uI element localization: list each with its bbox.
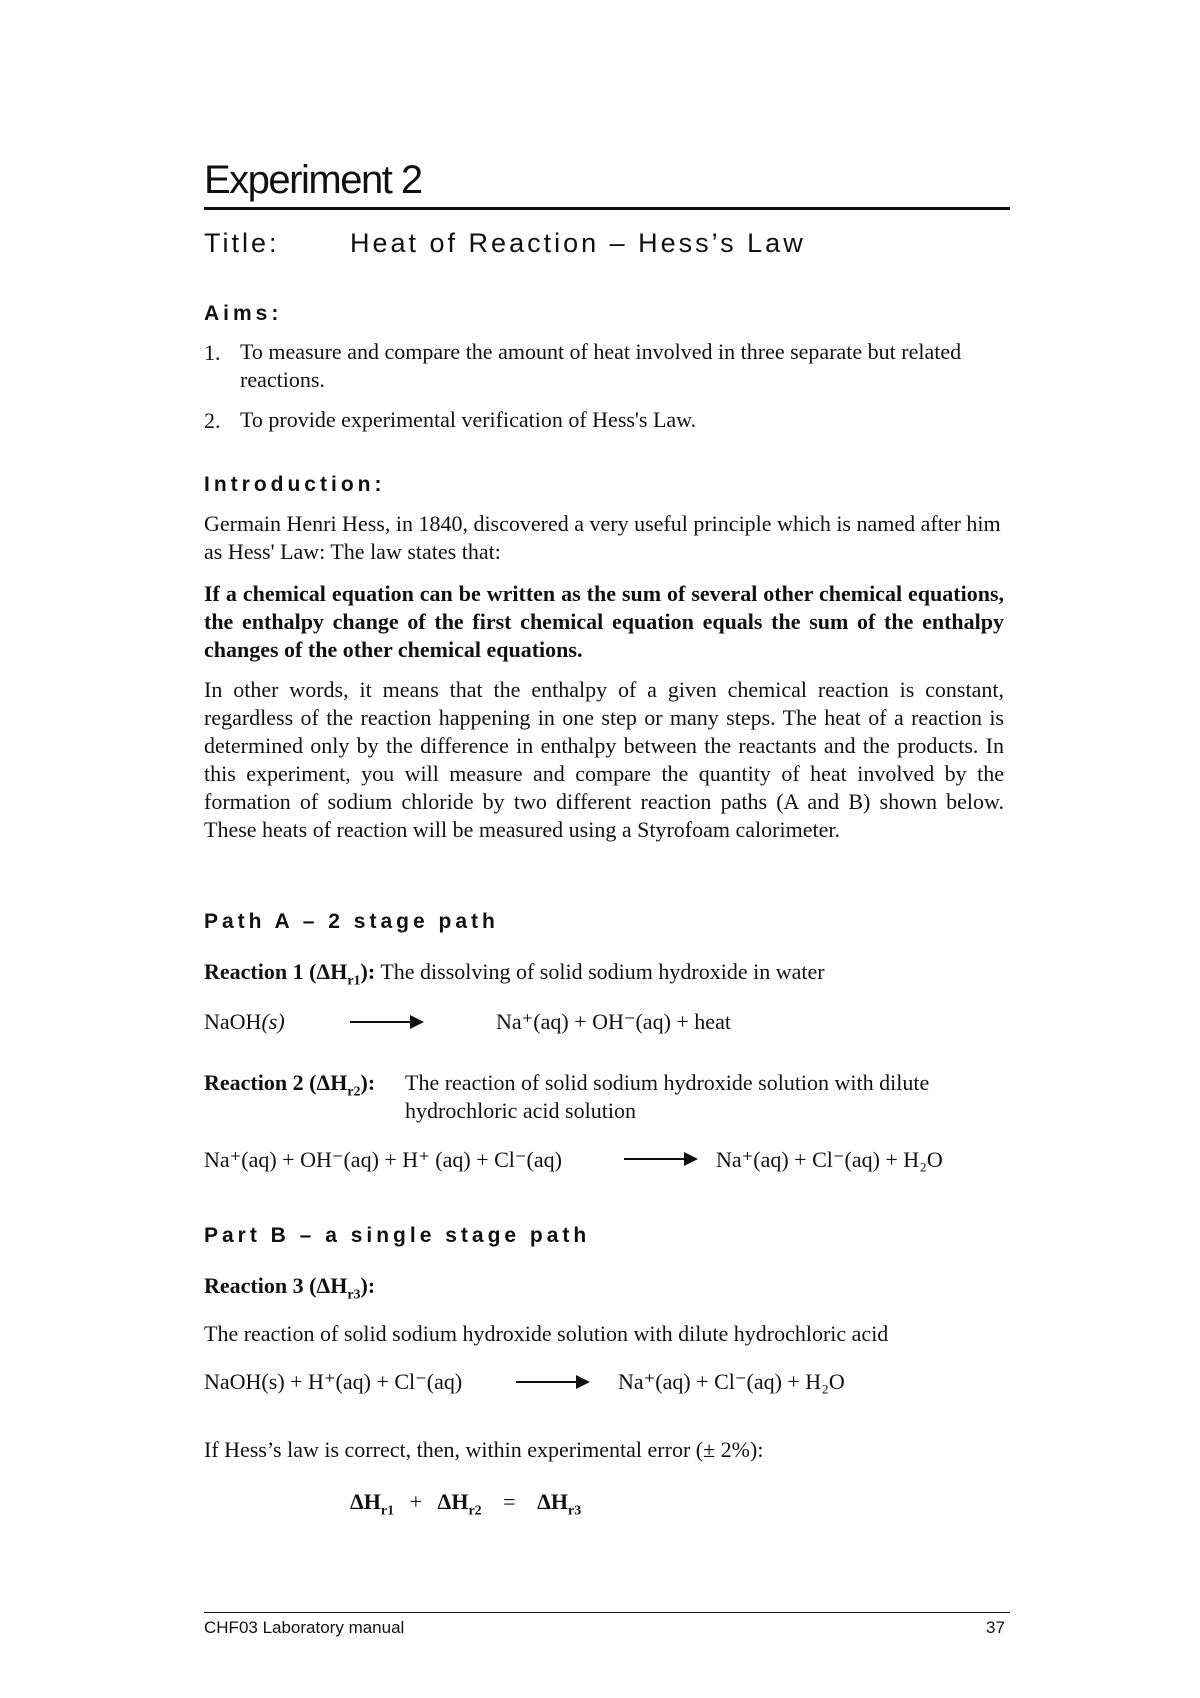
reaction-1-description: The dissolving of solid sodium hydroxide in water <box>380 959 825 984</box>
footer-manual-name: CHF03 Laboratory manual <box>204 1618 405 1637</box>
introduction-heading: Introduction: <box>204 473 386 496</box>
heading-rule <box>204 207 1010 210</box>
intro-paragraph: Germain Henri Hess, in 1840, discovered a very useful principle which is named after him as Hess' Law: The law states that: <box>204 511 1001 564</box>
reaction-3-arrow <box>516 1381 588 1383</box>
intro-explanation: In other words, it means that the enthalpy of a given chemical reaction is constant, regardless of the reaction happening in one step or many steps. The heat of a reaction is determined only by the difference in enthalpy between the reactants and the products. In this experiment, you will measure and compare the quantity of heat involved by the formation of sodium chloride by two different reaction paths (A and B) shown below. These heats of reaction will be measured using a Styrofoam calorimeter. <box>204 677 1004 842</box>
hess-equation: $\Delta H_{r1} + \Delta H_{r2} = \Delta H_{r3}$ <box>350 1489 582 1519</box>
reaction-1-products: Na⁺(aq) + OH⁻(aq) + heat <box>496 1009 731 1034</box>
experiment-heading: Experiment 2 <box>204 158 422 202</box>
path-b-heading: Part B – a single stage path <box>204 1224 591 1247</box>
reaction-2-label: Reaction 2 $(\Delta H_{r2})$: <box>204 1070 376 1100</box>
title-row <box>204 228 806 259</box>
reaction-2-reactants: Na⁺(aq) + OH⁻(aq) + H⁺ (aq) + Cl⁻(aq) <box>204 1147 562 1172</box>
aim-2-text: To provide experimental verification of Hess's Law. <box>240 407 697 432</box>
footer-page-number: 37 <box>986 1618 1005 1637</box>
reaction-3-description: The reaction of solid sodium hydroxide solution with dilute hydrochloric acid <box>204 1321 889 1346</box>
title-label: Title: <box>204 228 280 258</box>
reaction-2-description: The reaction of solid sodium hydroxide solution with dilute hydrochloric acid solution <box>405 1070 930 1123</box>
aims-heading: Aims: <box>204 302 283 325</box>
reaction-1-label: Reaction 1 $(\Delta H_{r1})$: The dissolving of solid sodium hydroxide in water <box>204 959 825 989</box>
reaction-3-label: Reaction 3 $(\Delta H_{r3})$: <box>204 1273 376 1303</box>
aim-1-number: 1. <box>204 340 221 365</box>
conclusion-text: If Hess’s law is correct, then, within experimental error (± 2%): <box>204 1437 764 1462</box>
reaction-3-products: Na⁺(aq) + Cl⁻(aq) + H₂O <box>618 1369 845 1394</box>
reaction-2-arrow <box>624 1158 696 1160</box>
aim-1-text: To measure and compare the amount of heat involved in three separate but related reactions. <box>240 339 962 392</box>
aim-2-number: 2. <box>204 408 221 433</box>
reaction-3-reactants: NaOH(s) + H⁺(aq) + Cl⁻(aq) <box>204 1369 463 1394</box>
path-a-heading: Path A – 2 stage path <box>204 910 499 933</box>
reaction-1-arrow <box>350 1021 422 1023</box>
footer-rule <box>204 1612 1010 1613</box>
hess-law-statement: If a chemical equation can be written as the sum of several other chemical equations, the enthalpy change of the first chemical equation equals the sum of the enthalpy changes of the other chemical equations. <box>204 581 1004 662</box>
reaction-2-products: Na⁺(aq) + Cl⁻(aq) + H₂O <box>716 1147 943 1172</box>
title-text: Heat of Reaction – Hess’s Law <box>350 228 806 258</box>
reaction-1-reactant: NaOH(s) <box>204 1009 285 1034</box>
